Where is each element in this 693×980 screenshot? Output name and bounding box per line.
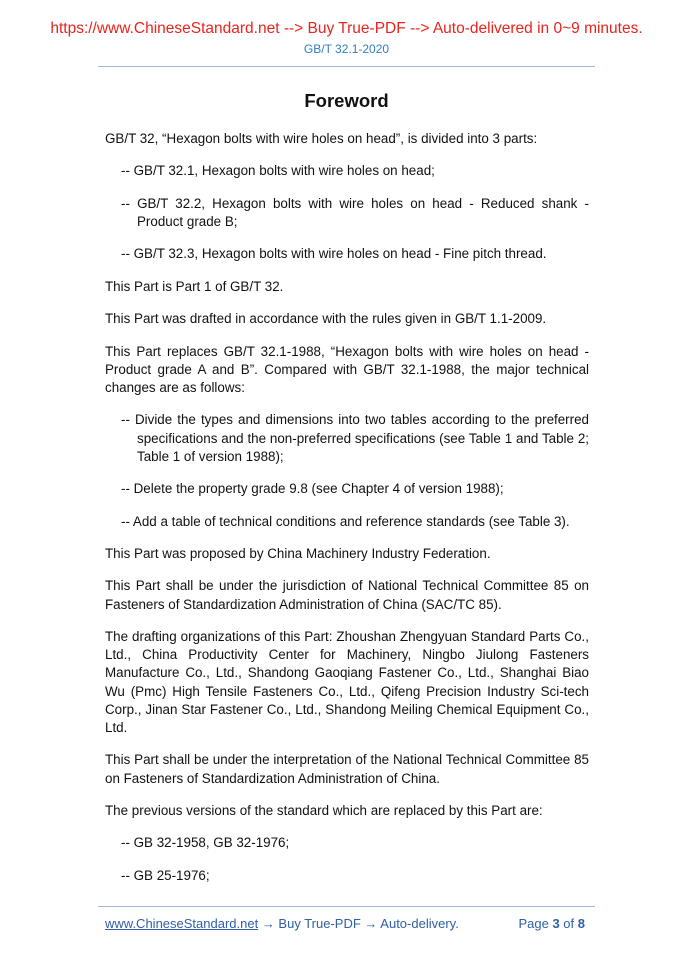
list-item: -- Divide the types and dimensions into two tables according to the preferred specifications and the non-preferred specifications (see Table 1 and Table 2; Table 1 of version 1988);: [121, 412, 589, 464]
replaces-paragraph: This Part replaces GB/T 32.1-1988, “Hexagon bolts with wire holes on head - Product grade A and B”. Compared with GB/T 32.1-1988, the major technical changes are as follows:: [105, 343, 589, 395]
website-link[interactable]: www.ChineseStandard.net: [105, 916, 259, 931]
page-label: Page: [518, 916, 549, 931]
list-item: -- Add a table of technical conditions and reference standards (see Table 3).: [121, 513, 570, 529]
foreword-body: [105, 130, 589, 899]
interpretation-paragraph: This Part shall be under the interpretation of the National Technical Committee 85 on Fasteners of Standardization Administration of China.: [105, 752, 589, 786]
standard-number: GB/T 32.1-2020: [303, 42, 390, 56]
source-banner: https://www.ChineseStandard.net --> Buy True-PDF --> Auto-delivered in 0~9 minutes.: [50, 20, 643, 37]
page-current: 3: [552, 916, 560, 931]
list-item: -- GB 32-1958, GB 32-1976;: [121, 835, 290, 851]
page-total: 8: [577, 916, 585, 931]
list-item: -- GB 25-1976;: [121, 867, 210, 883]
part-of-paragraph: This Part is Part 1 of GB/T 32.: [105, 278, 284, 294]
footer-divider: [98, 906, 595, 907]
page-indicator: [518, 916, 585, 931]
page-title: Foreword: [304, 90, 389, 111]
list-item: -- Delete the property grade 9.8 (see Chapter 4 of version 1988);: [121, 481, 504, 497]
header-divider: [98, 66, 595, 67]
proposed-paragraph: This Part was proposed by China Machinery Industry Federation.: [105, 545, 491, 561]
drafting-organizations-paragraph: The drafting organizations of this Part: Zhoushan Zhengyuan Standard Parts Co., Ltd., China Productivity Center for Machinery, Ningbo Jiulong Fasteners Manufacture Co., Ltd., Shandong Gaoqiang Fastener Co., Ltd., Shanghai Biao Wu (Pmc) High Tensile Fasteners Co., Ltd., Qifeng Precision Industry Sci-tech Corp., Jinan Star Fastener Co., Ltd., Shandong Meiling Chemical Equipment Co., Ltd.: [105, 628, 589, 735]
drafted-paragraph: This Part was drafted in accordance with the rules given in GB/T 1.1-2009.: [105, 311, 547, 327]
previous-versions-intro: The previous versions of the standard which are replaced by this Part are:: [105, 802, 543, 818]
list-item: -- GB/T 32.3, Hexagon bolts with wire holes on head - Fine pitch thread.: [121, 246, 547, 262]
list-item: -- GB/T 32.2, Hexagon bolts with wire holes on head - Reduced shank - Product grade B;: [121, 195, 589, 229]
jurisdiction-paragraph: This Part shall be under the jurisdiction of National Technical Committee 85 on Fasteners of Standardization Administration of China (SAC/TC 85).: [105, 578, 589, 612]
intro-paragraph: GB/T 32, “Hexagon bolts with wire holes on head”, is divided into 3 parts:: [105, 131, 538, 146]
page-of-label: of: [563, 916, 575, 931]
footer-tagline: → Buy True-PDF → Auto-delivery.: [258, 916, 459, 931]
footer-left: [105, 916, 459, 931]
list-item: -- GB/T 32.1, Hexagon bolts with wire holes on head;: [121, 163, 435, 179]
